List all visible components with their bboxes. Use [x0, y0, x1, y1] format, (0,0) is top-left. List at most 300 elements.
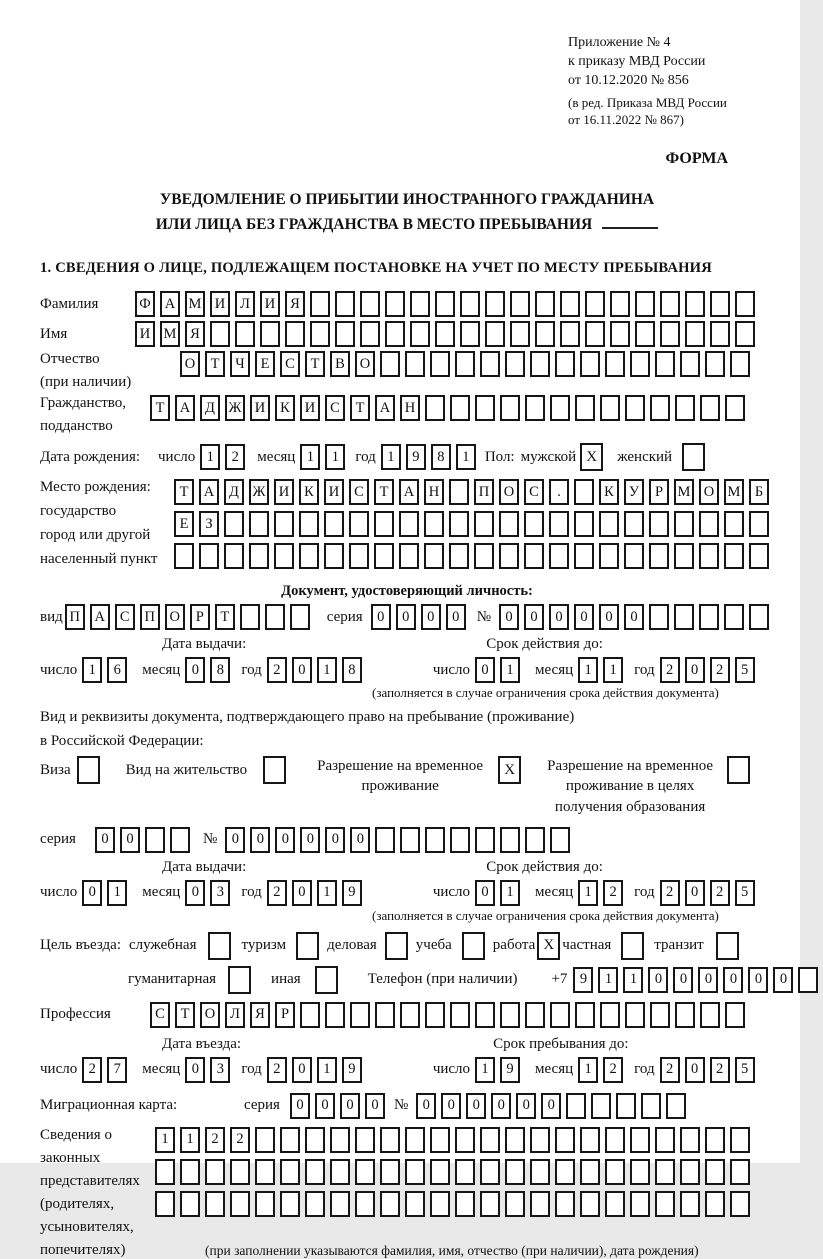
- char-cell[interactable]: Я: [250, 1002, 270, 1028]
- char-cell[interactable]: [730, 351, 750, 377]
- char-cell[interactable]: Е: [174, 511, 194, 537]
- char-cell[interactable]: П: [65, 604, 85, 630]
- char-cell[interactable]: 1: [381, 444, 401, 470]
- char-cell[interactable]: [505, 351, 525, 377]
- char-cell[interactable]: 0: [185, 1057, 205, 1083]
- char-cell[interactable]: 0: [292, 880, 312, 906]
- char-cell[interactable]: [380, 1191, 400, 1217]
- char-cell[interactable]: [324, 543, 344, 569]
- char-cell[interactable]: 9: [406, 444, 426, 470]
- char-cell[interactable]: [430, 1191, 450, 1217]
- char-cell[interactable]: Ф: [135, 291, 155, 317]
- char-cell[interactable]: [574, 511, 594, 537]
- char-cell[interactable]: [305, 1191, 325, 1217]
- char-cell[interactable]: С: [150, 1002, 170, 1028]
- char-cell[interactable]: 0: [292, 1057, 312, 1083]
- char-cell[interactable]: [460, 321, 480, 347]
- char-cell[interactable]: [616, 1093, 636, 1119]
- char-cell[interactable]: Л: [225, 1002, 245, 1028]
- char-cell[interactable]: [449, 511, 469, 537]
- char-cell[interactable]: [605, 1159, 625, 1185]
- char-cell[interactable]: [499, 543, 519, 569]
- char-cell[interactable]: [610, 291, 630, 317]
- char-cell[interactable]: [385, 321, 405, 347]
- char-cell[interactable]: С: [349, 479, 369, 505]
- char-cell[interactable]: [649, 543, 669, 569]
- visa-checkbox[interactable]: [77, 756, 100, 784]
- char-cell[interactable]: [600, 1002, 620, 1028]
- char-cell[interactable]: [630, 1127, 650, 1153]
- char-cell[interactable]: О: [699, 479, 719, 505]
- char-cell[interactable]: С: [524, 479, 544, 505]
- char-cell[interactable]: [224, 543, 244, 569]
- char-cell[interactable]: [710, 291, 730, 317]
- char-cell[interactable]: [549, 511, 569, 537]
- char-cell[interactable]: [724, 543, 744, 569]
- char-cell[interactable]: [635, 291, 655, 317]
- char-cell[interactable]: [255, 1127, 275, 1153]
- char-cell[interactable]: 0: [95, 827, 115, 853]
- char-cell[interactable]: [450, 395, 470, 421]
- char-cell[interactable]: [330, 1191, 350, 1217]
- char-cell[interactable]: [510, 291, 530, 317]
- char-cell[interactable]: [524, 543, 544, 569]
- char-cell[interactable]: П: [140, 604, 160, 630]
- char-cell[interactable]: 1: [155, 1127, 175, 1153]
- char-cell[interactable]: М: [674, 479, 694, 505]
- char-cell[interactable]: [600, 395, 620, 421]
- char-cell[interactable]: 2: [205, 1127, 225, 1153]
- char-cell[interactable]: 2: [603, 1057, 623, 1083]
- char-cell[interactable]: [605, 351, 625, 377]
- char-cell[interactable]: 0: [82, 880, 102, 906]
- char-cell[interactable]: [450, 827, 470, 853]
- char-cell[interactable]: [555, 1127, 575, 1153]
- char-cell[interactable]: [310, 321, 330, 347]
- char-cell[interactable]: 1: [598, 967, 618, 993]
- char-cell[interactable]: А: [399, 479, 419, 505]
- char-cell[interactable]: [410, 321, 430, 347]
- char-cell[interactable]: [725, 395, 745, 421]
- purpose-work-checkbox[interactable]: X: [537, 932, 560, 960]
- char-cell[interactable]: [430, 351, 450, 377]
- char-cell[interactable]: 9: [342, 880, 362, 906]
- char-cell[interactable]: 0: [748, 967, 768, 993]
- char-cell[interactable]: [274, 543, 294, 569]
- char-cell[interactable]: [680, 1159, 700, 1185]
- char-cell[interactable]: [280, 1159, 300, 1185]
- char-cell[interactable]: А: [175, 395, 195, 421]
- char-cell[interactable]: [449, 479, 469, 505]
- char-cell[interactable]: [699, 604, 719, 630]
- char-cell[interactable]: [335, 291, 355, 317]
- char-cell[interactable]: 0: [475, 657, 495, 683]
- char-cell[interactable]: [555, 351, 575, 377]
- char-cell[interactable]: [355, 1191, 375, 1217]
- char-cell[interactable]: Б: [749, 479, 769, 505]
- char-cell[interactable]: [180, 1191, 200, 1217]
- char-cell[interactable]: 0: [516, 1093, 536, 1119]
- char-cell[interactable]: 2: [267, 657, 287, 683]
- char-cell[interactable]: Н: [400, 395, 420, 421]
- char-cell[interactable]: [655, 1191, 675, 1217]
- char-cell[interactable]: 9: [342, 1057, 362, 1083]
- char-cell[interactable]: 0: [491, 1093, 511, 1119]
- char-cell[interactable]: 8: [210, 657, 230, 683]
- char-cell[interactable]: 0: [441, 1093, 461, 1119]
- char-cell[interactable]: 2: [225, 444, 245, 470]
- char-cell[interactable]: 0: [350, 827, 370, 853]
- char-cell[interactable]: [280, 1191, 300, 1217]
- char-cell[interactable]: Ч: [230, 351, 250, 377]
- char-cell[interactable]: [660, 321, 680, 347]
- char-cell[interactable]: [255, 1191, 275, 1217]
- char-cell[interactable]: Т: [305, 351, 325, 377]
- char-cell[interactable]: [700, 1002, 720, 1028]
- temp-residence-edu-checkbox[interactable]: [727, 756, 750, 784]
- char-cell[interactable]: [450, 1002, 470, 1028]
- char-cell[interactable]: [550, 395, 570, 421]
- char-cell[interactable]: М: [160, 321, 180, 347]
- char-cell[interactable]: 0: [541, 1093, 561, 1119]
- char-cell[interactable]: [599, 511, 619, 537]
- char-cell[interactable]: [560, 291, 580, 317]
- char-cell[interactable]: 0: [574, 604, 594, 630]
- char-cell[interactable]: [230, 1159, 250, 1185]
- char-cell[interactable]: [641, 1093, 661, 1119]
- char-cell[interactable]: [675, 1002, 695, 1028]
- char-cell[interactable]: [310, 291, 330, 317]
- purpose-private-checkbox[interactable]: [621, 932, 644, 960]
- char-cell[interactable]: [300, 1002, 320, 1028]
- char-cell[interactable]: 0: [549, 604, 569, 630]
- char-cell[interactable]: [435, 291, 455, 317]
- char-cell[interactable]: [350, 1002, 370, 1028]
- char-cell[interactable]: 0: [421, 604, 441, 630]
- char-cell[interactable]: 0: [325, 827, 345, 853]
- char-cell[interactable]: О: [180, 351, 200, 377]
- char-cell[interactable]: [249, 511, 269, 537]
- char-cell[interactable]: [624, 543, 644, 569]
- char-cell[interactable]: [749, 511, 769, 537]
- purpose-transit-checkbox[interactable]: [716, 932, 739, 960]
- char-cell[interactable]: [455, 1191, 475, 1217]
- char-cell[interactable]: [324, 511, 344, 537]
- char-cell[interactable]: 1: [578, 657, 598, 683]
- char-cell[interactable]: [425, 827, 445, 853]
- char-cell[interactable]: [675, 395, 695, 421]
- char-cell[interactable]: [705, 1127, 725, 1153]
- char-cell[interactable]: [505, 1159, 525, 1185]
- char-cell[interactable]: [374, 511, 394, 537]
- char-cell[interactable]: [290, 604, 310, 630]
- purpose-official-checkbox[interactable]: [208, 932, 231, 960]
- char-cell[interactable]: 0: [524, 604, 544, 630]
- char-cell[interactable]: [480, 1191, 500, 1217]
- char-cell[interactable]: 0: [416, 1093, 436, 1119]
- char-cell[interactable]: 1: [578, 880, 598, 906]
- char-cell[interactable]: 2: [230, 1127, 250, 1153]
- char-cell[interactable]: [724, 511, 744, 537]
- char-cell[interactable]: Т: [374, 479, 394, 505]
- char-cell[interactable]: [649, 604, 669, 630]
- char-cell[interactable]: [399, 543, 419, 569]
- char-cell[interactable]: Р: [649, 479, 669, 505]
- char-cell[interactable]: [605, 1127, 625, 1153]
- char-cell[interactable]: [355, 1127, 375, 1153]
- char-cell[interactable]: [155, 1191, 175, 1217]
- char-cell[interactable]: [574, 543, 594, 569]
- char-cell[interactable]: [155, 1159, 175, 1185]
- char-cell[interactable]: И: [274, 479, 294, 505]
- char-cell[interactable]: [575, 1002, 595, 1028]
- char-cell[interactable]: [660, 291, 680, 317]
- char-cell[interactable]: 0: [648, 967, 668, 993]
- char-cell[interactable]: [349, 511, 369, 537]
- char-cell[interactable]: К: [275, 395, 295, 421]
- char-cell[interactable]: [685, 291, 705, 317]
- char-cell[interactable]: [360, 291, 380, 317]
- char-cell[interactable]: [199, 543, 219, 569]
- char-cell[interactable]: [360, 321, 380, 347]
- char-cell[interactable]: [399, 511, 419, 537]
- sex-male-checkbox[interactable]: X: [580, 443, 603, 471]
- char-cell[interactable]: [650, 1002, 670, 1028]
- char-cell[interactable]: 9: [573, 967, 593, 993]
- char-cell[interactable]: [430, 1159, 450, 1185]
- char-cell[interactable]: 1: [317, 1057, 337, 1083]
- char-cell[interactable]: 0: [773, 967, 793, 993]
- char-cell[interactable]: 2: [660, 657, 680, 683]
- char-cell[interactable]: [475, 827, 495, 853]
- char-cell[interactable]: [410, 291, 430, 317]
- char-cell[interactable]: 1: [500, 880, 520, 906]
- char-cell[interactable]: [210, 321, 230, 347]
- char-cell[interactable]: [375, 827, 395, 853]
- char-cell[interactable]: [425, 395, 445, 421]
- char-cell[interactable]: 1: [456, 444, 476, 470]
- residence-permit-checkbox[interactable]: [263, 756, 286, 784]
- char-cell[interactable]: 1: [578, 1057, 598, 1083]
- char-cell[interactable]: Т: [205, 351, 225, 377]
- purpose-tourism-checkbox[interactable]: [296, 932, 319, 960]
- char-cell[interactable]: [475, 1002, 495, 1028]
- char-cell[interactable]: [674, 511, 694, 537]
- char-cell[interactable]: 1: [317, 880, 337, 906]
- char-cell[interactable]: [374, 543, 394, 569]
- char-cell[interactable]: [650, 395, 670, 421]
- char-cell[interactable]: 0: [300, 827, 320, 853]
- char-cell[interactable]: М: [724, 479, 744, 505]
- char-cell[interactable]: А: [160, 291, 180, 317]
- char-cell[interactable]: 5: [735, 1057, 755, 1083]
- char-cell[interactable]: [699, 543, 719, 569]
- char-cell[interactable]: И: [250, 395, 270, 421]
- char-cell[interactable]: [680, 1191, 700, 1217]
- char-cell[interactable]: 0: [371, 604, 391, 630]
- char-cell[interactable]: 0: [225, 827, 245, 853]
- char-cell[interactable]: 0: [685, 657, 705, 683]
- char-cell[interactable]: [635, 321, 655, 347]
- char-cell[interactable]: [700, 395, 720, 421]
- char-cell[interactable]: [455, 351, 475, 377]
- char-cell[interactable]: [299, 543, 319, 569]
- char-cell[interactable]: [249, 543, 269, 569]
- char-cell[interactable]: [699, 511, 719, 537]
- char-cell[interactable]: [798, 967, 818, 993]
- char-cell[interactable]: П: [474, 479, 494, 505]
- char-cell[interactable]: 2: [710, 657, 730, 683]
- char-cell[interactable]: .: [549, 479, 569, 505]
- char-cell[interactable]: [400, 1002, 420, 1028]
- char-cell[interactable]: [380, 1159, 400, 1185]
- char-cell[interactable]: Д: [224, 479, 244, 505]
- char-cell[interactable]: 5: [735, 880, 755, 906]
- char-cell[interactable]: [385, 291, 405, 317]
- char-cell[interactable]: 3: [210, 880, 230, 906]
- char-cell[interactable]: [474, 511, 494, 537]
- char-cell[interactable]: [480, 1159, 500, 1185]
- char-cell[interactable]: [430, 1127, 450, 1153]
- char-cell[interactable]: [680, 351, 700, 377]
- char-cell[interactable]: 2: [267, 880, 287, 906]
- char-cell[interactable]: [349, 543, 369, 569]
- char-cell[interactable]: 0: [185, 880, 205, 906]
- char-cell[interactable]: [685, 321, 705, 347]
- char-cell[interactable]: [749, 604, 769, 630]
- char-cell[interactable]: 1: [603, 657, 623, 683]
- char-cell[interactable]: О: [355, 351, 375, 377]
- char-cell[interactable]: 0: [290, 1093, 310, 1119]
- char-cell[interactable]: [530, 1159, 550, 1185]
- char-cell[interactable]: [549, 543, 569, 569]
- char-cell[interactable]: Т: [175, 1002, 195, 1028]
- char-cell[interactable]: Д: [200, 395, 220, 421]
- char-cell[interactable]: [305, 1127, 325, 1153]
- char-cell[interactable]: [380, 351, 400, 377]
- char-cell[interactable]: [280, 1127, 300, 1153]
- char-cell[interactable]: 0: [250, 827, 270, 853]
- char-cell[interactable]: [274, 511, 294, 537]
- char-cell[interactable]: [424, 543, 444, 569]
- char-cell[interactable]: 6: [107, 657, 127, 683]
- char-cell[interactable]: 0: [292, 657, 312, 683]
- char-cell[interactable]: 2: [82, 1057, 102, 1083]
- char-cell[interactable]: С: [115, 604, 135, 630]
- char-cell[interactable]: 0: [475, 880, 495, 906]
- char-cell[interactable]: [405, 351, 425, 377]
- char-cell[interactable]: [500, 395, 520, 421]
- char-cell[interactable]: [230, 1191, 250, 1217]
- char-cell[interactable]: К: [599, 479, 619, 505]
- char-cell[interactable]: [525, 1002, 545, 1028]
- char-cell[interactable]: В: [330, 351, 350, 377]
- char-cell[interactable]: [705, 351, 725, 377]
- char-cell[interactable]: [550, 827, 570, 853]
- char-cell[interactable]: А: [375, 395, 395, 421]
- purpose-humanitarian-checkbox[interactable]: [228, 966, 251, 994]
- char-cell[interactable]: Л: [235, 291, 255, 317]
- char-cell[interactable]: [610, 321, 630, 347]
- char-cell[interactable]: [749, 543, 769, 569]
- char-cell[interactable]: [550, 1002, 570, 1028]
- char-cell[interactable]: 0: [673, 967, 693, 993]
- char-cell[interactable]: [355, 1159, 375, 1185]
- char-cell[interactable]: 8: [342, 657, 362, 683]
- char-cell[interactable]: 0: [698, 967, 718, 993]
- char-cell[interactable]: 2: [603, 880, 623, 906]
- char-cell[interactable]: [425, 1002, 445, 1028]
- char-cell[interactable]: Е: [255, 351, 275, 377]
- char-cell[interactable]: И: [135, 321, 155, 347]
- char-cell[interactable]: 2: [710, 1057, 730, 1083]
- char-cell[interactable]: [285, 321, 305, 347]
- char-cell[interactable]: [674, 604, 694, 630]
- char-cell[interactable]: 1: [82, 657, 102, 683]
- char-cell[interactable]: 0: [499, 604, 519, 630]
- char-cell[interactable]: Т: [174, 479, 194, 505]
- char-cell[interactable]: [500, 827, 520, 853]
- char-cell[interactable]: 0: [315, 1093, 335, 1119]
- char-cell[interactable]: 0: [685, 1057, 705, 1083]
- char-cell[interactable]: [435, 321, 455, 347]
- char-cell[interactable]: 2: [710, 880, 730, 906]
- char-cell[interactable]: [405, 1127, 425, 1153]
- char-cell[interactable]: [380, 1127, 400, 1153]
- char-cell[interactable]: [730, 1127, 750, 1153]
- char-cell[interactable]: [505, 1127, 525, 1153]
- char-cell[interactable]: [224, 511, 244, 537]
- char-cell[interactable]: 1: [325, 444, 345, 470]
- char-cell[interactable]: [605, 1191, 625, 1217]
- char-cell[interactable]: [555, 1191, 575, 1217]
- char-cell[interactable]: [624, 511, 644, 537]
- char-cell[interactable]: [174, 543, 194, 569]
- char-cell[interactable]: [480, 1127, 500, 1153]
- char-cell[interactable]: [674, 543, 694, 569]
- char-cell[interactable]: [630, 1159, 650, 1185]
- char-cell[interactable]: [330, 1127, 350, 1153]
- char-cell[interactable]: [205, 1191, 225, 1217]
- char-cell[interactable]: [524, 511, 544, 537]
- char-cell[interactable]: [205, 1159, 225, 1185]
- char-cell[interactable]: 1: [500, 657, 520, 683]
- char-cell[interactable]: Т: [150, 395, 170, 421]
- char-cell[interactable]: [480, 351, 500, 377]
- char-cell[interactable]: [730, 1159, 750, 1185]
- char-cell[interactable]: [325, 1002, 345, 1028]
- sex-female-checkbox[interactable]: [682, 443, 705, 471]
- temp-residence-checkbox[interactable]: X: [498, 756, 521, 784]
- char-cell[interactable]: 2: [267, 1057, 287, 1083]
- char-cell[interactable]: [145, 827, 165, 853]
- char-cell[interactable]: 0: [466, 1093, 486, 1119]
- char-cell[interactable]: [649, 511, 669, 537]
- char-cell[interactable]: 7: [107, 1057, 127, 1083]
- char-cell[interactable]: И: [260, 291, 280, 317]
- char-cell[interactable]: Ж: [249, 479, 269, 505]
- char-cell[interactable]: [580, 351, 600, 377]
- char-cell[interactable]: 0: [120, 827, 140, 853]
- char-cell[interactable]: 0: [624, 604, 644, 630]
- char-cell[interactable]: 0: [185, 657, 205, 683]
- char-cell[interactable]: [666, 1093, 686, 1119]
- char-cell[interactable]: А: [90, 604, 110, 630]
- char-cell[interactable]: [499, 511, 519, 537]
- char-cell[interactable]: [710, 321, 730, 347]
- char-cell[interactable]: [455, 1127, 475, 1153]
- char-cell[interactable]: С: [325, 395, 345, 421]
